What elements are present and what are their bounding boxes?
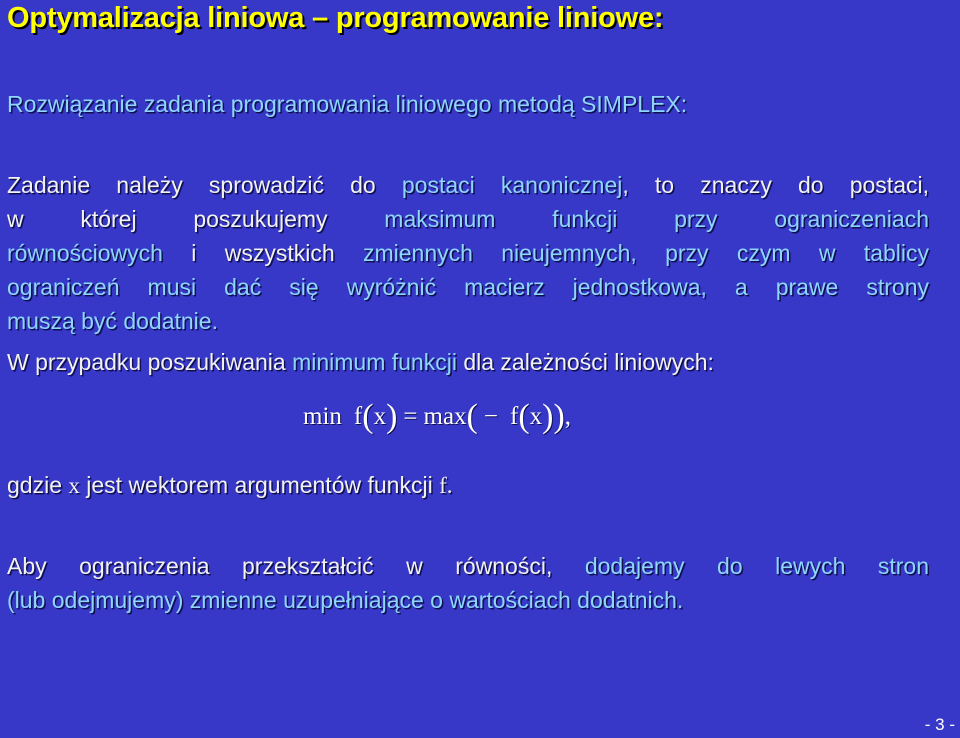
paragraph1-line5: muszą być dodatnie. bbox=[7, 308, 218, 334]
formula-f: f bbox=[353, 403, 363, 430]
highlight-minimum-funkcji: minimum funkcji bbox=[292, 349, 457, 375]
formula-paren-open: ( bbox=[362, 398, 374, 435]
slide-title: Optymalizacja liniowa – programowanie liniowe: bbox=[7, 2, 664, 34]
formula-equals: = bbox=[403, 403, 418, 430]
formula-paren-close: ) bbox=[386, 398, 398, 435]
paragraph1-text: , to znaczy do postaci, bbox=[622, 172, 929, 198]
formula-paren-close: ) bbox=[542, 398, 554, 435]
paragraph3-text: Aby ograniczenia przekształcić w równości, bbox=[7, 553, 585, 579]
paragraph1-line2 bbox=[7, 202, 929, 236]
formula-min-max bbox=[303, 398, 571, 436]
page-number: - 3 - bbox=[924, 715, 955, 734]
paragraph1-text: Zadanie należy sprowadzić do bbox=[7, 172, 402, 198]
paragraph1-line4: ograniczeń musi dać się wyróżnić macierz jednostkowa, a prawe strony bbox=[7, 274, 929, 300]
paragraph1-text: w której poszukujemy bbox=[7, 206, 385, 232]
paragraph2-text: dla zależności liniowych: bbox=[456, 349, 714, 375]
paragraph1-text: , przy czym w tablicy bbox=[630, 240, 930, 266]
formula-max: max bbox=[423, 403, 467, 430]
paragraph3-line1 bbox=[7, 549, 929, 583]
where-x: x bbox=[68, 473, 80, 498]
formula-paren-open: ( bbox=[466, 398, 478, 435]
formula-x: x bbox=[373, 403, 387, 430]
where-line bbox=[7, 468, 929, 503]
formula-paren-close: ) bbox=[553, 398, 565, 435]
paragraph3-line2: (lub odejmujemy) zmienne uzupełniające o wartościach dodatnich. bbox=[7, 587, 684, 613]
formula-paren-open: ( bbox=[518, 398, 530, 435]
highlight-maksimum-funkcji: maksimum funkcji przy ograniczeniach bbox=[384, 206, 929, 232]
formula-comma: , bbox=[564, 403, 572, 430]
highlight-zmiennych-nieujemnych: zmiennych nieujemnych bbox=[362, 240, 631, 266]
highlight-rownosciowych: równościowych bbox=[7, 240, 163, 266]
formula-f: f bbox=[509, 403, 519, 430]
paragraph2-text: W przypadku poszukiwania bbox=[7, 349, 293, 375]
paragraph1-text: i wszystkich bbox=[162, 240, 363, 266]
formula-min: min bbox=[303, 403, 342, 430]
paragraph2 bbox=[7, 345, 929, 379]
where-f: f bbox=[439, 473, 447, 498]
where-text: jest wektorem argumentów funkcji bbox=[79, 472, 440, 498]
paragraph1-line1 bbox=[7, 168, 929, 202]
formula-x: x bbox=[529, 403, 543, 430]
highlight-dodajemy: dodajemy do lewych stron bbox=[584, 553, 929, 579]
where-text: gdzie bbox=[7, 472, 69, 498]
paragraph1-line3 bbox=[7, 236, 929, 270]
subtitle: Rozwiązanie zadania programowania liniowego metodą SIMPLEX: bbox=[7, 91, 688, 117]
highlight-postaci-kanonicznej: postaci kanonicznej bbox=[401, 172, 623, 198]
formula-minus: − bbox=[483, 403, 498, 430]
where-dot: . bbox=[446, 473, 453, 498]
